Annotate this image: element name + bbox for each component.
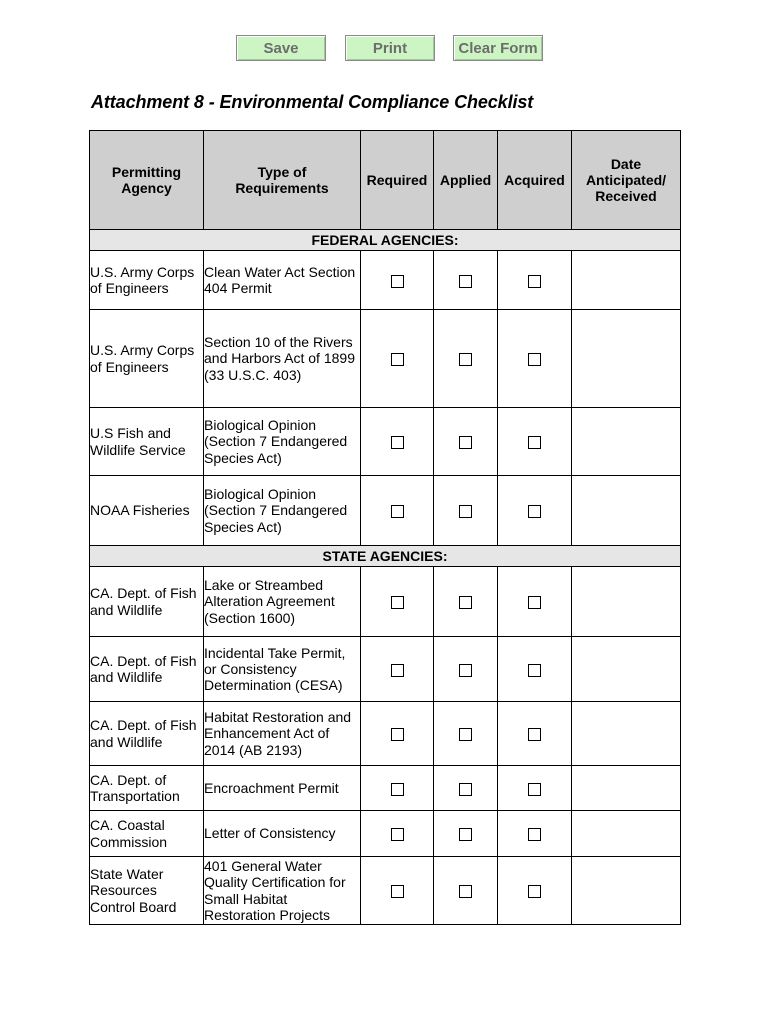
requirement-cell: Habitat Restoration and Enhancement Act of 2014 (AB 2193) bbox=[204, 702, 361, 766]
requirement-cell: Biological Opinion (Section 7 Endangered Species Act) bbox=[204, 476, 361, 546]
header-applied: Applied bbox=[434, 131, 498, 230]
page-title: Attachment 8 - Environmental Compliance Checklist bbox=[91, 92, 534, 112]
required-cell bbox=[361, 310, 434, 408]
applied-cell bbox=[434, 408, 498, 476]
applied-checkbox[interactable] bbox=[459, 353, 472, 366]
table-row bbox=[90, 811, 681, 857]
permitting-agency-cell: CA. Dept. of Transportation bbox=[90, 766, 204, 811]
required-cell bbox=[361, 251, 434, 310]
acquired-checkbox[interactable] bbox=[528, 664, 541, 677]
header-date-anticipated-received: Date Anticipated/ Received bbox=[572, 131, 681, 230]
required-checkbox[interactable] bbox=[391, 596, 404, 609]
acquired-cell bbox=[498, 567, 572, 637]
required-cell bbox=[361, 637, 434, 702]
compliance-checklist-table bbox=[89, 130, 681, 925]
applied-cell bbox=[434, 857, 498, 925]
required-cell bbox=[361, 811, 434, 857]
applied-checkbox[interactable] bbox=[459, 728, 472, 741]
date-anticipated-received-field[interactable] bbox=[572, 857, 681, 925]
acquired-checkbox[interactable] bbox=[528, 828, 541, 841]
acquired-checkbox[interactable] bbox=[528, 596, 541, 609]
table-row bbox=[90, 310, 681, 408]
header-type-of-requirements: Type of Requirements bbox=[204, 131, 361, 230]
date-anticipated-received-field[interactable] bbox=[572, 408, 681, 476]
required-checkbox[interactable] bbox=[391, 436, 404, 449]
acquired-cell bbox=[498, 811, 572, 857]
required-checkbox[interactable] bbox=[391, 505, 404, 518]
requirement-cell: Section 10 of the Rivers and Harbors Act of 1899 (33 U.S.C. 403) bbox=[204, 310, 361, 408]
required-cell bbox=[361, 476, 434, 546]
applied-checkbox[interactable] bbox=[459, 596, 472, 609]
acquired-checkbox[interactable] bbox=[528, 783, 541, 796]
acquired-checkbox[interactable] bbox=[528, 353, 541, 366]
acquired-checkbox[interactable] bbox=[528, 505, 541, 518]
table-header-row bbox=[90, 131, 681, 230]
requirement-cell: 401 General Water Quality Certification for Small Habitat Restoration Projects bbox=[204, 857, 361, 925]
required-cell bbox=[361, 702, 434, 766]
applied-cell bbox=[434, 251, 498, 310]
date-anticipated-received-field[interactable] bbox=[572, 251, 681, 310]
permitting-agency-cell: U.S. Army Corps of Engineers bbox=[90, 251, 204, 310]
applied-cell bbox=[434, 811, 498, 857]
applied-cell bbox=[434, 310, 498, 408]
date-anticipated-received-field[interactable] bbox=[572, 811, 681, 857]
requirement-cell: Letter of Consistency bbox=[204, 811, 361, 857]
acquired-cell bbox=[498, 408, 572, 476]
form-toolbar bbox=[0, 35, 770, 63]
header-permitting-agency: Permitting Agency bbox=[90, 131, 204, 230]
header-acquired: Acquired bbox=[498, 131, 572, 230]
required-checkbox[interactable] bbox=[391, 828, 404, 841]
checklist-body bbox=[90, 230, 681, 925]
applied-checkbox[interactable] bbox=[459, 828, 472, 841]
requirement-cell: Incidental Take Permit, or Consistency Determination (CESA) bbox=[204, 637, 361, 702]
section-state-agencies-label: STATE AGENCIES: bbox=[90, 546, 681, 567]
required-checkbox[interactable] bbox=[391, 275, 404, 288]
applied-checkbox[interactable] bbox=[459, 436, 472, 449]
table-row bbox=[90, 408, 681, 476]
acquired-cell bbox=[498, 310, 572, 408]
section-federal-agencies bbox=[90, 230, 681, 251]
acquired-cell bbox=[498, 766, 572, 811]
table-row bbox=[90, 857, 681, 925]
table-row bbox=[90, 251, 681, 310]
table-row bbox=[90, 476, 681, 546]
required-cell bbox=[361, 567, 434, 637]
table-row bbox=[90, 766, 681, 811]
applied-cell bbox=[434, 637, 498, 702]
applied-checkbox[interactable] bbox=[459, 505, 472, 518]
required-cell bbox=[361, 766, 434, 811]
required-checkbox[interactable] bbox=[391, 885, 404, 898]
requirement-cell: Clean Water Act Section 404 Permit bbox=[204, 251, 361, 310]
requirement-cell: Lake or Streambed Alteration Agreement (Section 1600) bbox=[204, 567, 361, 637]
permitting-agency-cell: CA. Dept. of Fish and Wildlife bbox=[90, 702, 204, 766]
table-row bbox=[90, 567, 681, 637]
acquired-cell bbox=[498, 857, 572, 925]
permitting-agency-cell: State Water Resources Control Board bbox=[90, 857, 204, 925]
applied-cell bbox=[434, 766, 498, 811]
acquired-cell bbox=[498, 702, 572, 766]
permitting-agency-cell: U.S. Army Corps of Engineers bbox=[90, 310, 204, 408]
required-cell bbox=[361, 408, 434, 476]
print-button[interactable]: Print bbox=[345, 35, 435, 61]
applied-cell bbox=[434, 476, 498, 546]
acquired-cell bbox=[498, 476, 572, 546]
acquired-cell bbox=[498, 251, 572, 310]
save-button[interactable]: Save bbox=[236, 35, 326, 61]
acquired-checkbox[interactable] bbox=[528, 728, 541, 741]
permitting-agency-cell: U.S Fish and Wildlife Service bbox=[90, 408, 204, 476]
date-anticipated-received-field[interactable] bbox=[572, 310, 681, 408]
required-cell bbox=[361, 857, 434, 925]
permitting-agency-cell: NOAA Fisheries bbox=[90, 476, 204, 546]
required-checkbox[interactable] bbox=[391, 728, 404, 741]
required-checkbox[interactable] bbox=[391, 353, 404, 366]
acquired-checkbox[interactable] bbox=[528, 885, 541, 898]
applied-cell bbox=[434, 702, 498, 766]
required-checkbox[interactable] bbox=[391, 783, 404, 796]
requirement-cell: Biological Opinion (Section 7 Endangered Species Act) bbox=[204, 408, 361, 476]
header-required: Required bbox=[361, 131, 434, 230]
applied-cell bbox=[434, 567, 498, 637]
acquired-checkbox[interactable] bbox=[528, 436, 541, 449]
applied-checkbox[interactable] bbox=[459, 783, 472, 796]
requirement-cell: Encroachment Permit bbox=[204, 766, 361, 811]
acquired-cell bbox=[498, 637, 572, 702]
date-anticipated-received-field[interactable] bbox=[572, 637, 681, 702]
acquired-checkbox[interactable] bbox=[528, 275, 541, 288]
section-state-agencies bbox=[90, 546, 681, 567]
permitting-agency-cell: CA. Dept. of Fish and Wildlife bbox=[90, 637, 204, 702]
date-anticipated-received-field[interactable] bbox=[572, 567, 681, 637]
applied-checkbox[interactable] bbox=[459, 275, 472, 288]
table-row bbox=[90, 637, 681, 702]
permitting-agency-cell: CA. Dept. of Fish and Wildlife bbox=[90, 567, 204, 637]
date-anticipated-received-field[interactable] bbox=[572, 476, 681, 546]
clear-form-button[interactable]: Clear Form bbox=[453, 35, 543, 61]
table-row bbox=[90, 702, 681, 766]
applied-checkbox[interactable] bbox=[459, 664, 472, 677]
required-checkbox[interactable] bbox=[391, 664, 404, 677]
date-anticipated-received-field[interactable] bbox=[572, 766, 681, 811]
permitting-agency-cell: CA. Coastal Commission bbox=[90, 811, 204, 857]
applied-checkbox[interactable] bbox=[459, 885, 472, 898]
section-federal-agencies-label: FEDERAL AGENCIES: bbox=[90, 230, 681, 251]
date-anticipated-received-field[interactable] bbox=[572, 702, 681, 766]
